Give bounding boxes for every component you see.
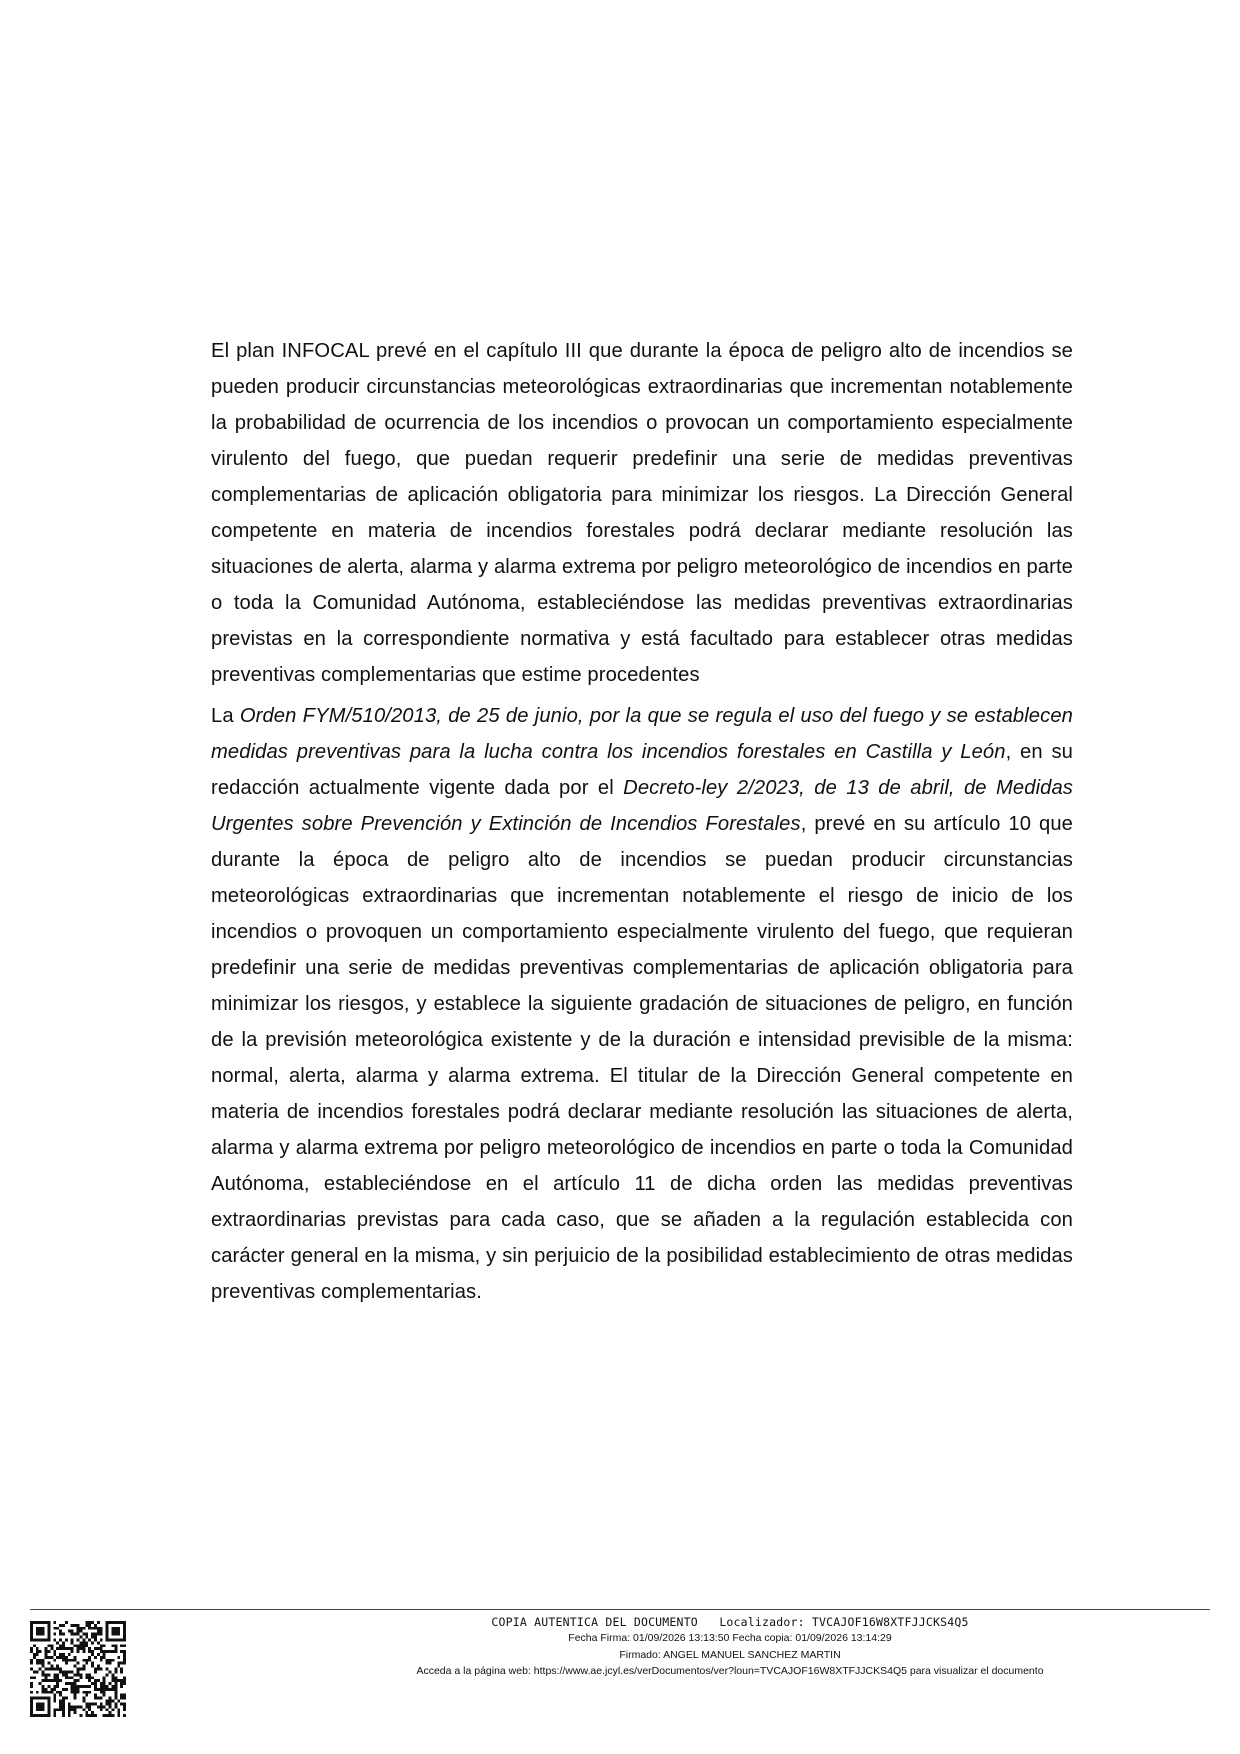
paragraph-orden-fym [211, 698, 1073, 1310]
locator-label: Localizador: [719, 1615, 805, 1629]
authenticity-footer [260, 1614, 1200, 1680]
locator-code: TVCAJOF16W8XTFJJCKS4Q5 [811, 1615, 969, 1629]
signed-by: Firmado: ANGEL MANUEL SANCHEZ MARTIN [619, 1648, 841, 1661]
orden-title: Orden FYM/510/2013, de 25 de junio, por la que se regula el uso del fuego y se establecen medidas preventivas para la lucha contra los incendios forestales en Castilla y León [211, 705, 1073, 763]
footer-divider [30, 1609, 1210, 1610]
decreto-title: Decreto-ley 2/2023, de 13 de abril, de Medidas Urgentes sobre Prevención y Extinción de Incendios Forestales [211, 777, 1073, 835]
document-body [211, 333, 1073, 1315]
copy-label: COPIA AUTENTICA DEL DOCUMENTO [491, 1615, 698, 1629]
paragraph-text: El plan INFOCAL prevé en el capítulo III que durante la época de peligro alto de incendios se pueden producir circunstancias meteorológicas extraordinarias que incrementan notablemente la probabilidad de ocurrencia de los incendios o provocan un comportamiento especialmente virulento del fuego, que puedan requerir predefinir una serie de medidas preventivas complementarias de aplicación obligatoria para minimizar los riesgos. La Dirección General competente en materia de incendios forestales podrá declarar mediante resolución las situaciones de alerta, alarma y alarma extrema por peligro meteorológico de incendios en parte o toda la Comunidad Autónoma, estableciéndose las medidas preventivas extraordinarias previstas en la correspondiente normativa y está facultado para establecer otras medidas preventivas complementarias que estime procedentes [211, 340, 1073, 686]
signature-dates: Fecha Firma: 01/09/2026 13:13:50 Fecha copia: 01/09/2026 13:14:29 [568, 1632, 892, 1644]
copy-locator-line [260, 1614, 1200, 1630]
paragraph-infocal [211, 333, 1073, 693]
paragraph-text: , prevé en su artículo 10 que durante la época de peligro alto de incendios se puedan producir circunstancias meteorológicas extraordinarias que incrementan notablemente el riesgo de inicio de los incendios o provoquen un comportamiento especialmente virulento del fuego, que requieran predefinir una serie de medidas preventivas complementarias de aplicación obligatoria para minimizar los riesgos, y establece la siguiente gradación de situaciones de peligro, en función de la previsión meteorológica existente y de la duración e intensidad previsible de la misma: normal, alerta, alarma y alarma extrema. El titular de la Dirección General competente en materia de incendios forestales podrá declarar mediante resolución las situaciones de alerta, alarma y alarma extrema por peligro meteorológico de incendios en parte o toda la Comunidad Autónoma, estableciéndose en el artículo 11 de dicha orden las medidas preventivas extraordinarias previstas para cada caso, que se añaden a la regulación establecida con carácter general en la misma, y sin perjuicio de la posibilidad establecimiento de otras medidas preventivas complementarias. [211, 813, 1073, 1303]
verification-url[interactable]: Acceda a la página web: https://www.ae.jcyl.es/verDocumentos/ver?loun=TVCAJOF16W8XTFJJCKS4Q5 para visualizar el documento [416, 1665, 1044, 1677]
paragraph-text: , en su redacción actualmente vigente dada por el [211, 741, 1073, 799]
paragraph-text: La [211, 705, 240, 727]
qr-code-icon [30, 1621, 126, 1717]
